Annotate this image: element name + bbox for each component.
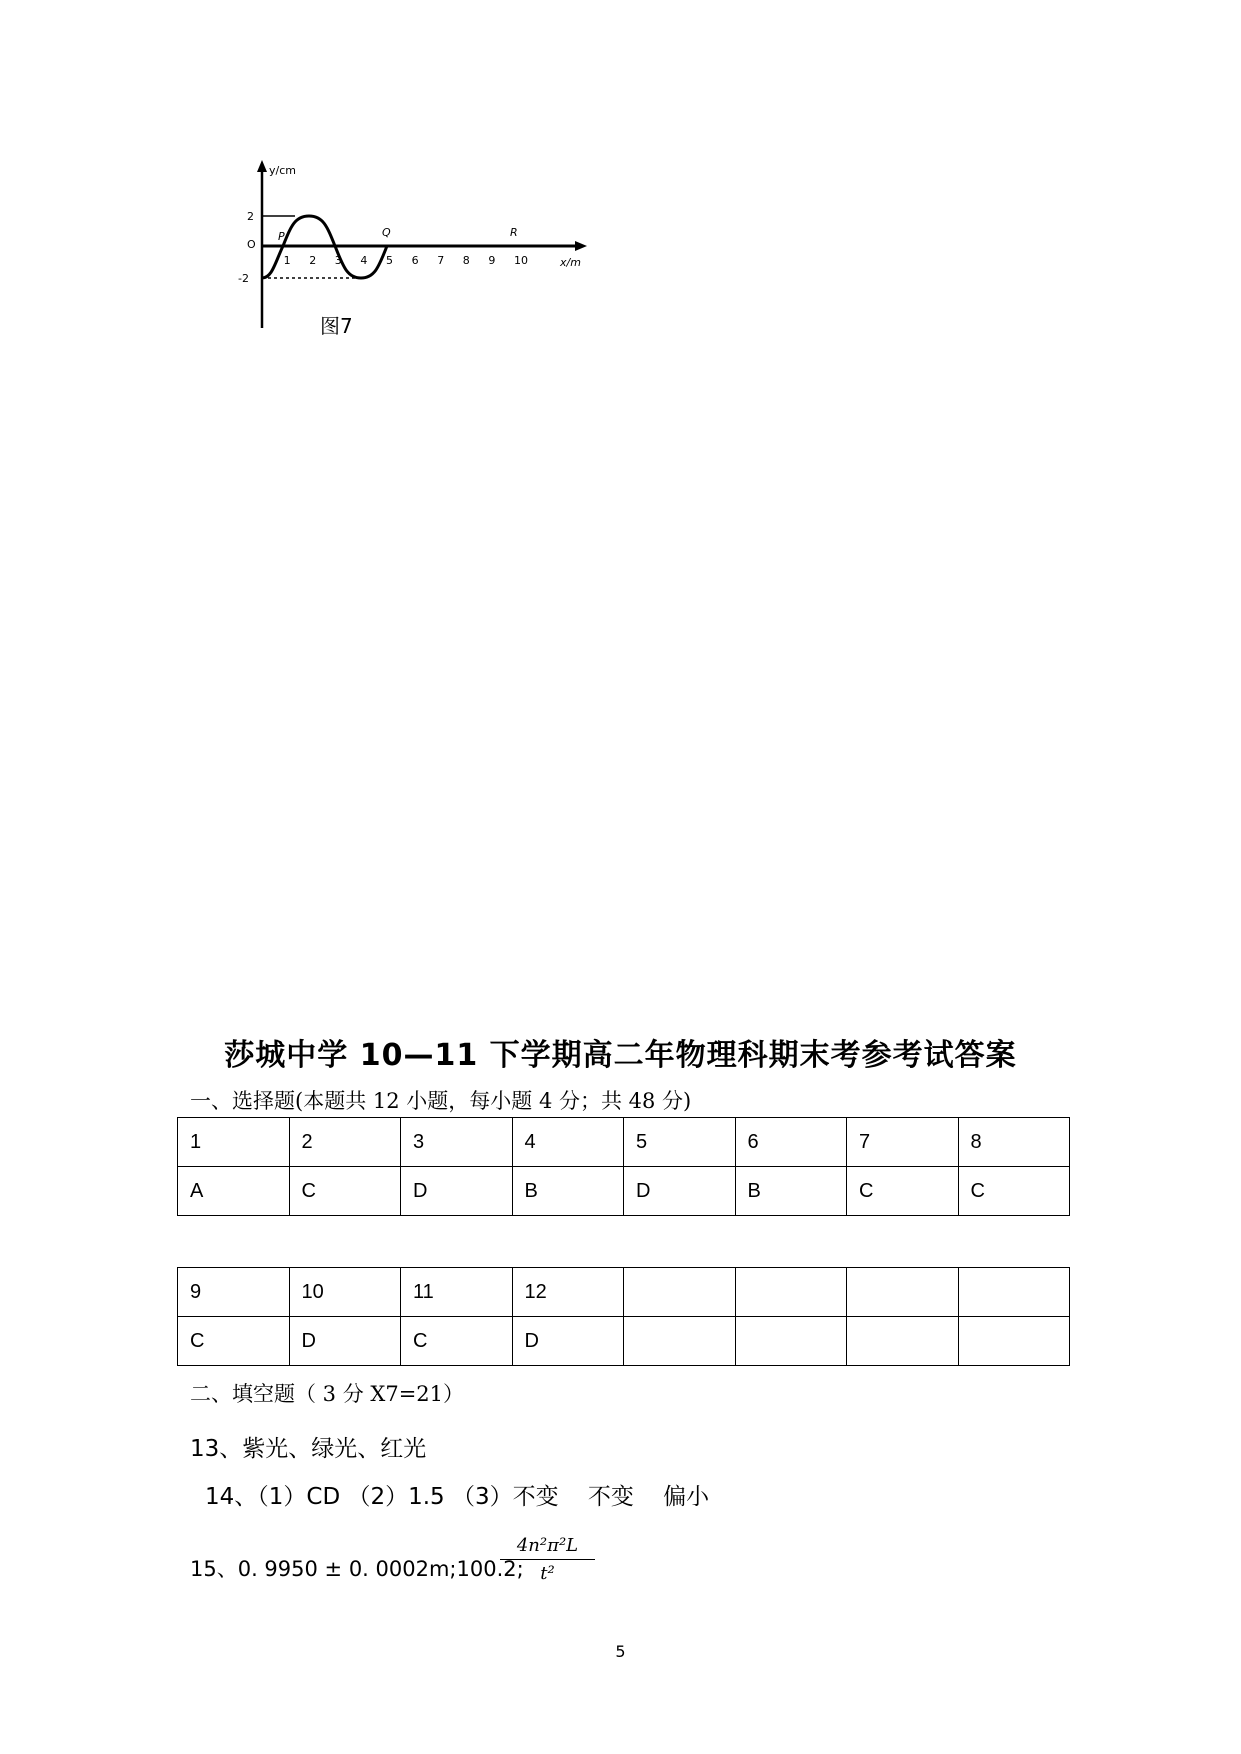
cell-answer — [735, 1317, 847, 1366]
answer-14: 14、（1）CD （2）1.5 （3）不变 不变 偏小 — [205, 1484, 710, 1510]
x-tick-label: 5 — [386, 254, 393, 267]
formula-fraction — [500, 1535, 595, 1584]
cell-number — [735, 1268, 847, 1317]
cell-number: 9 — [178, 1268, 290, 1317]
cell-answer: A — [178, 1167, 290, 1216]
y-tick-neg2: -2 — [238, 272, 249, 285]
x-tick-label: 8 — [462, 254, 470, 267]
section-fill-heading: 二、填空题（ 3 分 X7=21） — [190, 1382, 465, 1406]
cell-number: 8 — [958, 1118, 1070, 1167]
answer-13: 13、紫光、绿光、红光 — [190, 1436, 427, 1462]
figure-caption: 图7 — [320, 314, 353, 338]
formula-numerator: 4n²π²L — [500, 1535, 595, 1560]
y-axis-label: y/cm — [269, 164, 296, 177]
cell-number: 4 — [512, 1118, 624, 1167]
wave-figure — [225, 158, 605, 348]
answer-15: 15、0. 9950 ± 0. 0002m;100.2; — [190, 1557, 524, 1581]
page-number: 5 — [615, 1642, 626, 1661]
y-axis-arrow — [257, 160, 267, 172]
cell-answer: C — [178, 1317, 290, 1366]
cell-answer: C — [958, 1167, 1070, 1216]
cell-answer: D — [624, 1167, 736, 1216]
answer-table-2 — [177, 1267, 1070, 1366]
page-title: 莎城中学 10—11 下学期高二年物理科期末考参考试答案 — [224, 1038, 1017, 1073]
section-choice-heading: 一、选择题(本题共 12 小题，每小题 4 分；共 48 分) — [190, 1089, 692, 1113]
table-row-numbers — [178, 1268, 1070, 1317]
cell-number: 5 — [624, 1118, 736, 1167]
cell-number: 1 — [178, 1118, 290, 1167]
cell-number — [624, 1268, 736, 1317]
cell-number — [847, 1268, 959, 1317]
x-tick-label: 2 — [309, 254, 317, 267]
x-tick-label: 6 — [411, 254, 419, 267]
y-tick-2: 2 — [247, 210, 254, 223]
table-row-numbers — [178, 1118, 1070, 1167]
cell-answer — [624, 1317, 736, 1366]
cell-answer: B — [735, 1167, 847, 1216]
x-tick-label: 4 — [360, 254, 368, 267]
cell-answer: C — [401, 1317, 513, 1366]
x-tick-labels — [284, 254, 528, 267]
point-p: P — [278, 230, 285, 243]
cell-answer: D — [289, 1317, 401, 1366]
cell-answer — [958, 1317, 1070, 1366]
cell-answer: D — [512, 1317, 624, 1366]
x-tick-label: 1 — [283, 254, 291, 267]
x-tick-label: 10 — [514, 254, 528, 267]
cell-number: 10 — [289, 1268, 401, 1317]
point-r: R — [510, 226, 518, 239]
x-tick-label: 9 — [488, 254, 496, 267]
x-axis-arrow — [575, 241, 587, 251]
cell-number: 12 — [512, 1268, 624, 1317]
table-row-answers — [178, 1167, 1070, 1216]
cell-number: 3 — [401, 1118, 513, 1167]
x-tick-label: 3 — [334, 254, 342, 267]
cell-number: 2 — [289, 1118, 401, 1167]
cell-answer: D — [401, 1167, 513, 1216]
origin-label: O — [247, 238, 256, 251]
cell-number — [958, 1268, 1070, 1317]
x-axis-label: x/m — [560, 256, 581, 269]
formula-denominator: t² — [540, 1563, 555, 1584]
x-tick-label: 7 — [437, 254, 445, 267]
table-row-answers — [178, 1317, 1070, 1366]
cell-answer: C — [847, 1167, 959, 1216]
cell-answer — [847, 1317, 959, 1366]
cell-answer: C — [289, 1167, 401, 1216]
wave-graph — [225, 158, 605, 348]
cell-answer: B — [512, 1167, 624, 1216]
answer-table-1 — [177, 1117, 1070, 1216]
cell-number: 6 — [735, 1118, 847, 1167]
cell-number: 7 — [847, 1118, 959, 1167]
cell-number: 11 — [401, 1268, 513, 1317]
point-q: Q — [382, 226, 391, 239]
